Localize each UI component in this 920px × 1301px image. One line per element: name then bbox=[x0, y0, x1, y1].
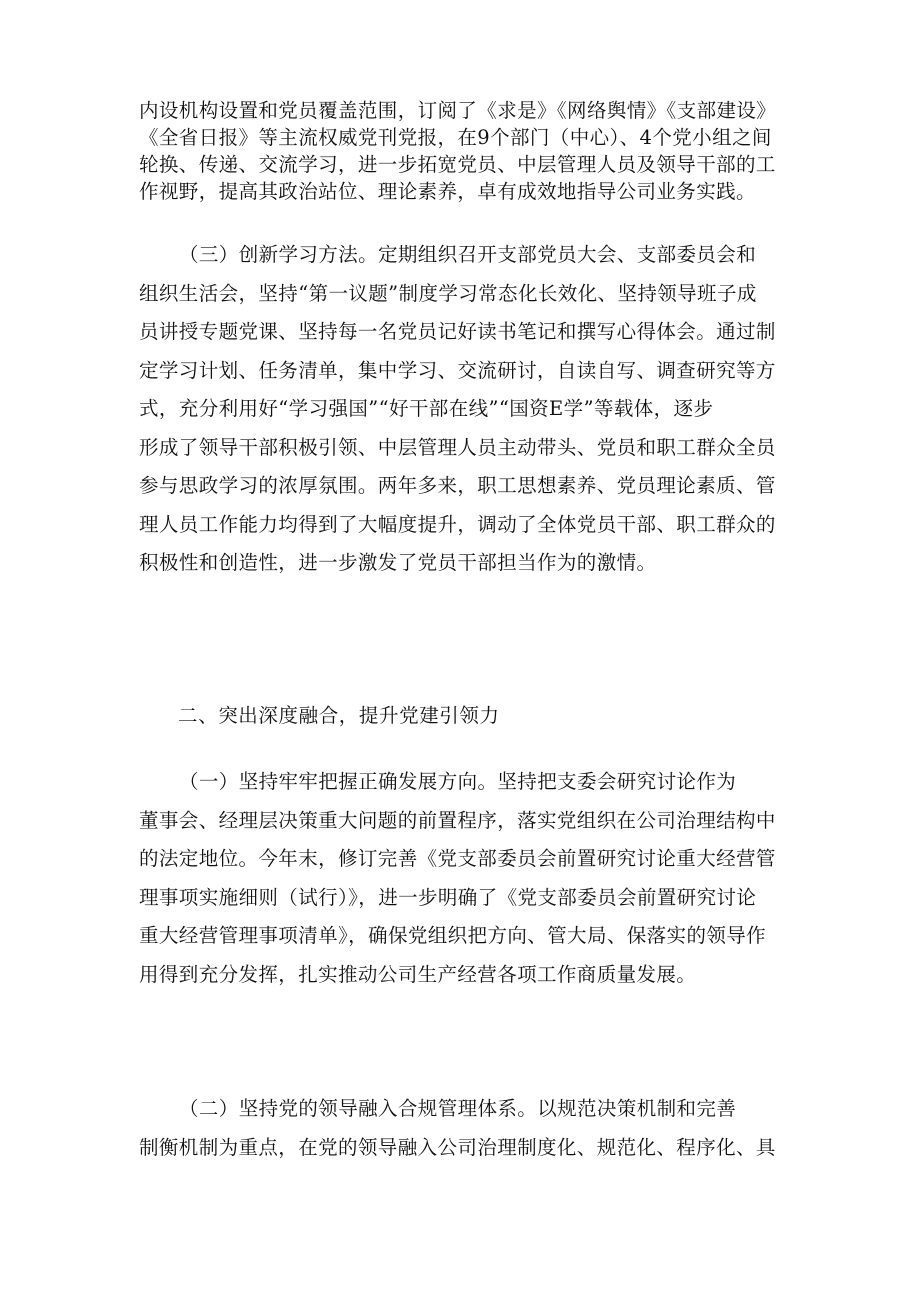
paragraph-line: 组织生活会，坚持“第一议题”制度学习常态化长效化、坚持领导班子成 bbox=[139, 281, 757, 305]
paragraph-line: 用得到充分发挥，扎实推动公司生产经营各项工作商质量发展。 bbox=[139, 962, 697, 986]
paragraph-line: 参与思政学习的浓厚氛围。两年多来，职工思想素养、党员理论素质、管 bbox=[139, 474, 776, 497]
paragraph-line: 员讲授专题党课、坚持每一名党员记好读书笔记和撰写心得体会。通过制 bbox=[139, 320, 776, 343]
paragraph-line: 《全省日报》等主流权威党刊党报，在9个部门（中心）、4个党小组之间 bbox=[139, 126, 772, 149]
paragraph-innovate-learning bbox=[139, 236, 781, 583]
paragraph-line: 的法定地位。今年末，修订完善《党支部委员会前置研究讨论重大经营管 bbox=[139, 847, 776, 870]
paragraph-line: 内设机构设置和党员覆盖范围，订阅了《求是》《网络舆情》《支部建设》 bbox=[139, 99, 777, 122]
paragraph-line: 作视野，提高其政治站位、理论素养，卓有成效地指导公司业务实践。 bbox=[139, 180, 756, 203]
paragraph-line: 重大经营管理事项清单》，确保党组织把方向、管大局、保落实的领导作 bbox=[139, 924, 767, 947]
paragraph-line: 形成了领导干部积极引领、中层管理人员主动带头、党员和职工群众全员 bbox=[139, 435, 776, 459]
section-heading: 二、突出深度融合，提升党建引领力 bbox=[178, 704, 500, 727]
paragraph-line: 理事项实施细则（试行）》，进一步明确了《党支部委员会前置研究讨论 bbox=[139, 885, 757, 909]
paragraph-line: 理人员工作能力均得到了大幅度提升，调动了全体党员干部、职工群众的 bbox=[139, 512, 776, 536]
paragraph-line: （三）创新学习方法。定期组织召开支部党员大会、支部委员会和 bbox=[179, 243, 757, 266]
paragraph-line: （一）坚持牢牢把握正确发展方向。坚持把支委会研究讨论作为 bbox=[179, 770, 737, 793]
paragraph-line: （二）坚持党的领导融入合规管理体系。以规范决策机制和完善 bbox=[179, 1097, 737, 1120]
paragraph-line: 定学习计划、任务清单，集中学习、交流研讨，自读自写、调查研究等方 bbox=[139, 358, 776, 382]
paragraph-line: 制衡机制为重点，在党的领导融入公司治理制度化、规范化、程序化、具 bbox=[139, 1135, 776, 1159]
paragraph-line: 董事会、经理层决策重大问题的前置程序，落实党组织在公司治理结构中 bbox=[139, 808, 776, 832]
paragraph-line: 积极性和创造性，进一步激发了党员干部担当作为的激情。 bbox=[139, 551, 657, 574]
paragraph-line: 式，充分利用好“学习强国”“好干部在线”“国资E学”等载体，逐步 bbox=[139, 397, 714, 420]
paragraph-top bbox=[139, 97, 781, 205]
paragraph-direction bbox=[139, 763, 781, 994]
paragraph-line: 轮换、传递、交流学习，进一步拓宽党员、中层管理人员及领导干部的工 bbox=[139, 153, 776, 176]
paragraph-compliance bbox=[139, 1090, 781, 1167]
